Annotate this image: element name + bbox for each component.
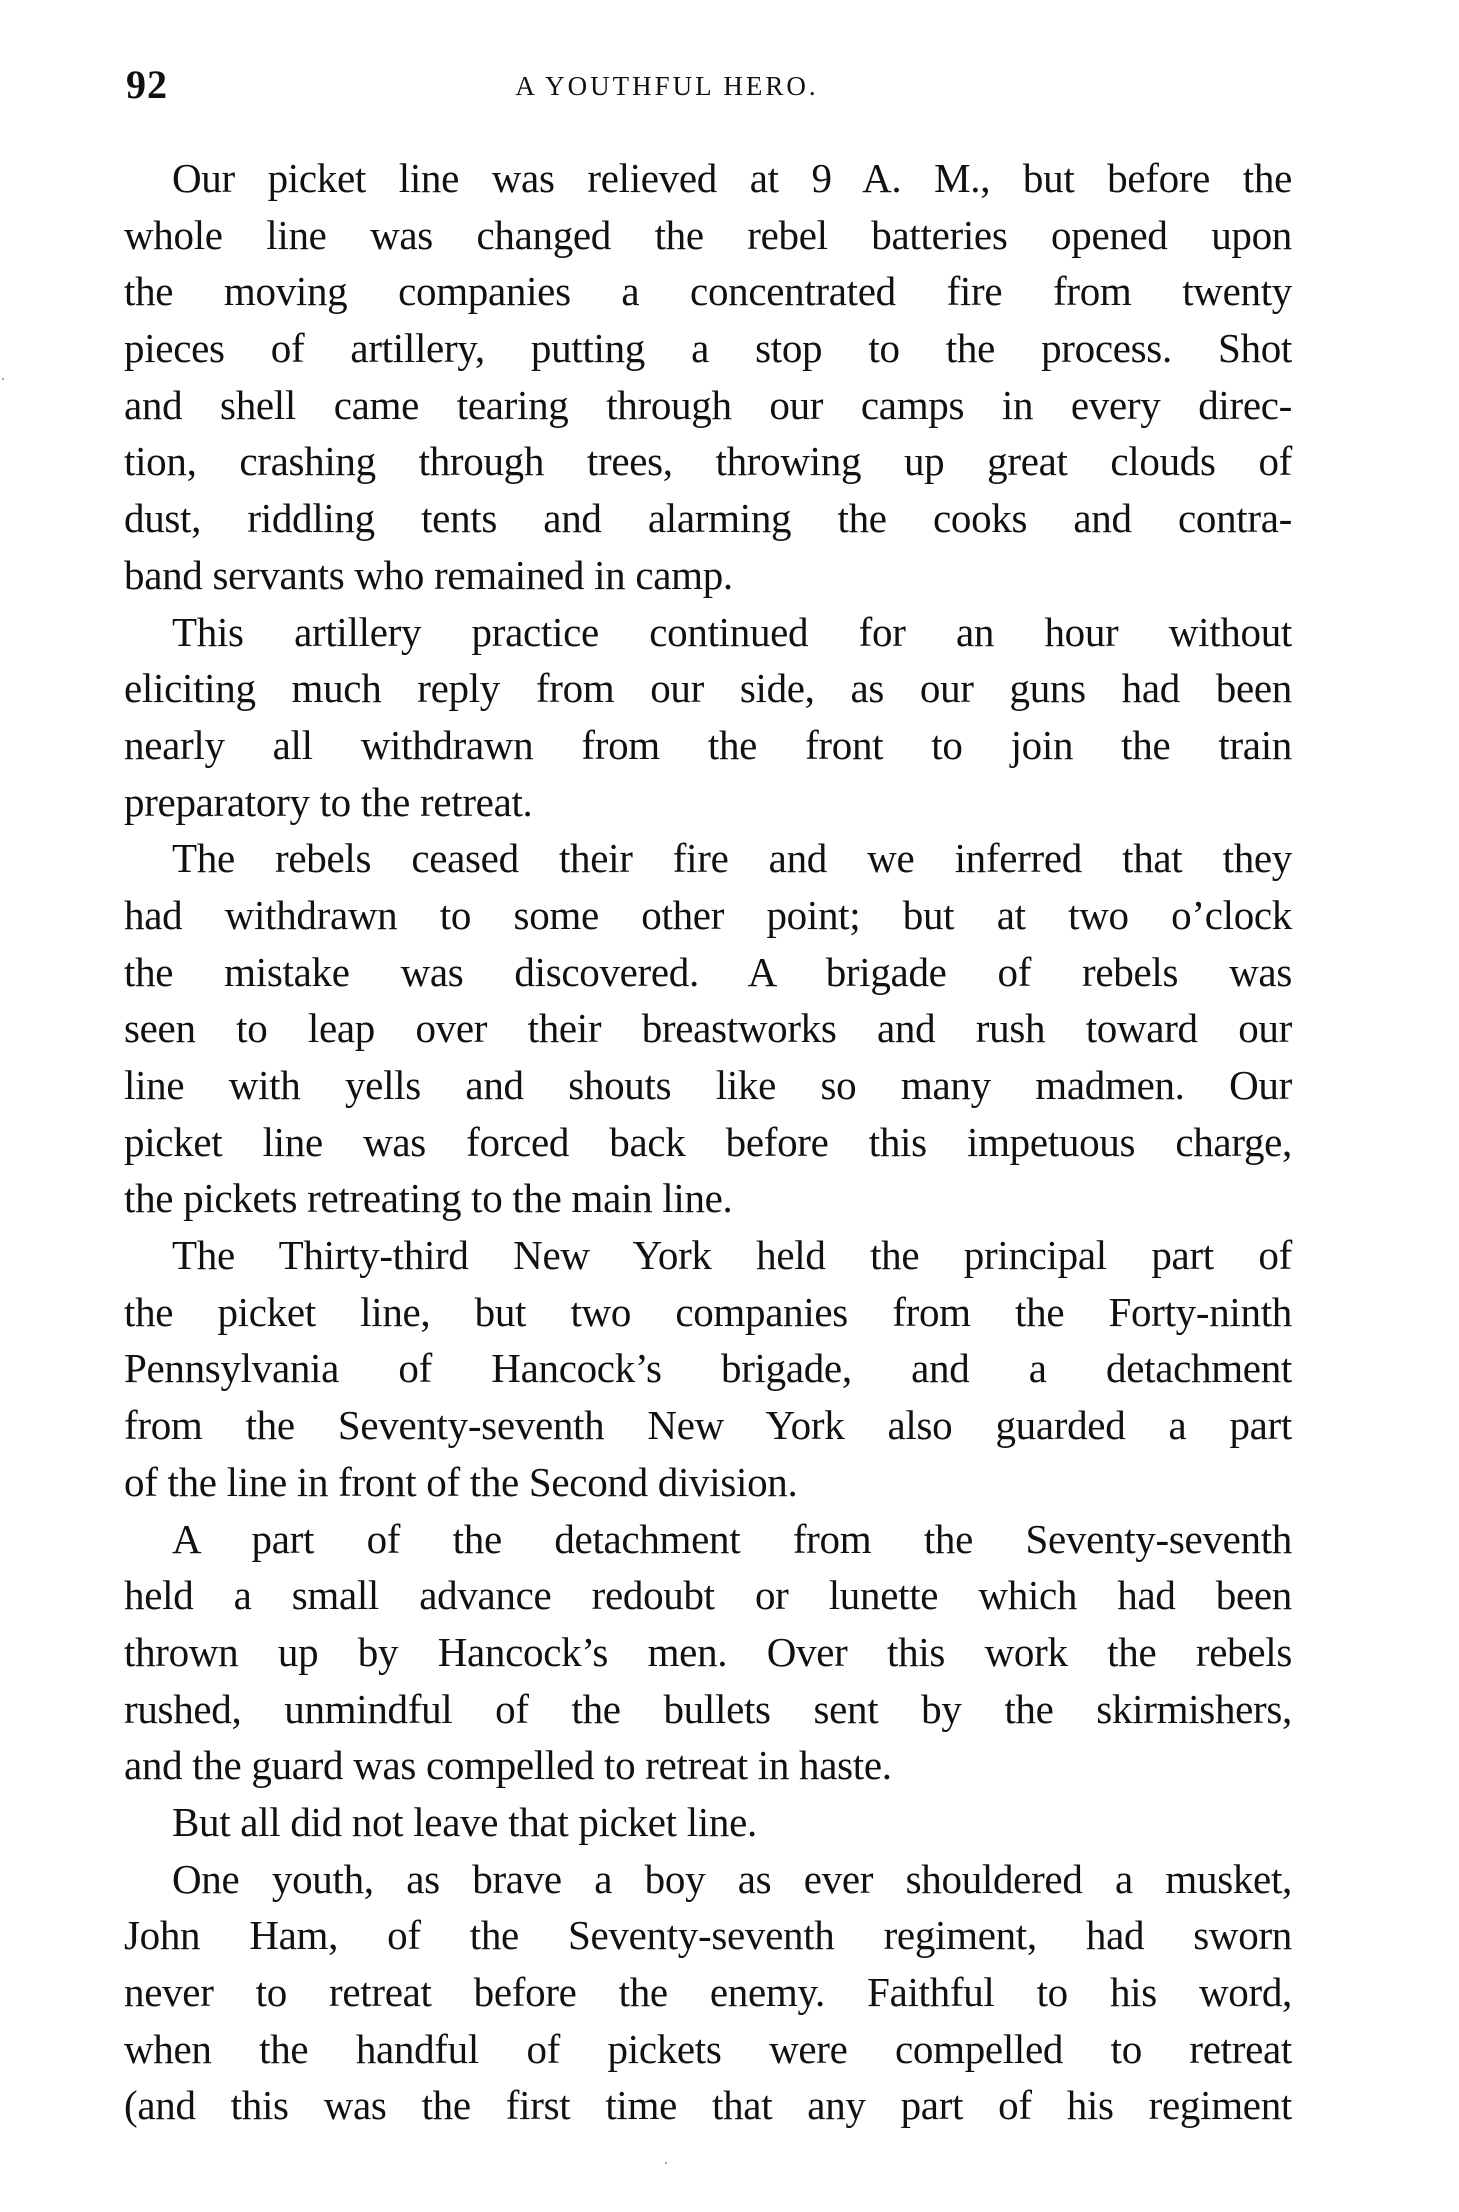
text-line: But all did not leave that picket line.: [172, 1798, 757, 1845]
text-line: Pennsylvania of Hancock’s brigade, and a detachment: [124, 1345, 1292, 1392]
text-line: (and this was the first time that any part of his regiment: [124, 2082, 1292, 2129]
body-text: [124, 150, 1292, 2134]
scan-speck: [665, 2162, 667, 2164]
text-line: nearly all withdrawn from the front to join the train: [124, 721, 1292, 768]
text-line: A part of the detachment from the Seventy-seventh: [172, 1515, 1292, 1562]
paragraph: [124, 604, 1292, 831]
text-line: This artillery practice continued for an hour without: [172, 608, 1292, 655]
text-line: band servants who remained in camp.: [124, 551, 733, 598]
paragraph: [124, 1511, 1292, 1794]
text-line: and shell came tearing through our camps in every direc-: [124, 381, 1292, 428]
running-head: [126, 60, 1292, 110]
text-line: and the guard was compelled to retreat in haste.: [124, 1742, 892, 1789]
text-line: never to retreat before the enemy. Faithful to his word,: [124, 1969, 1292, 2015]
text-line: The rebels ceased their fire and we inferred that they: [172, 835, 1292, 882]
paragraph: [124, 1227, 1292, 1510]
text-line: of the line in front of the Second division.: [124, 1458, 798, 1505]
text-line: the moving companies a concentrated fire from twenty: [124, 268, 1292, 315]
text-line: Our picket line was relieved at 9 A. M., but before the: [172, 155, 1292, 201]
paragraph: [124, 1794, 1292, 1851]
text-line: dust, riddling tents and alarming the cooks and contra-: [124, 495, 1292, 542]
text-line: the mistake was discovered. A brigade of rebels was: [124, 948, 1292, 995]
text-line: seen to leap over their breastworks and rush toward our: [124, 1005, 1292, 1052]
text-line: tion, crashing through trees, throwing up great clouds of: [124, 438, 1292, 485]
text-line: had withdrawn to some other point; but at two o’clock: [124, 891, 1292, 938]
paragraph: [124, 1851, 1292, 2134]
text-line: from the Seventy-seventh New York also guarded a part: [124, 1402, 1292, 1449]
text-line: One youth, as brave a boy as ever shouldered a musket,: [172, 1855, 1292, 1902]
text-line: John Ham, of the Seventy-seventh regiment, had sworn: [124, 1912, 1292, 1959]
text-line: preparatory to the retreat.: [124, 778, 533, 825]
text-line: eliciting much reply from our side, as our guns had been: [124, 665, 1292, 712]
paragraph: [124, 830, 1292, 1227]
text-line: pieces of artillery, putting a stop to the process. Shot: [124, 325, 1292, 372]
text-line: when the handful of pickets were compelled to retreat: [124, 2025, 1292, 2072]
text-line: the picket line, but two companies from the Forty-ninth: [124, 1288, 1292, 1335]
text-line: held a small advance redoubt or lunette which had been: [124, 1572, 1292, 1619]
text-line: picket line was forced back before this impetuous charge,: [124, 1118, 1292, 1165]
running-title: A YOUTHFUL HERO.: [515, 71, 819, 101]
scan-speck: [2, 378, 4, 380]
text-line: whole line was changed the rebel batteries opened upon: [124, 211, 1292, 258]
text-line: thrown up by Hancock’s men. Over this work the rebels: [124, 1628, 1292, 1675]
paragraph: [124, 150, 1292, 604]
text-line: line with yells and shouts like so many madmen. Our: [124, 1062, 1292, 1108]
text-line: the pickets retreating to the main line.: [124, 1175, 733, 1222]
text-line: rushed, unmindful of the bullets sent by the skirmishers,: [124, 1685, 1292, 1732]
text-line: The Thirty-third New York held the principal part of: [172, 1232, 1292, 1279]
page-number: 92: [126, 62, 168, 107]
